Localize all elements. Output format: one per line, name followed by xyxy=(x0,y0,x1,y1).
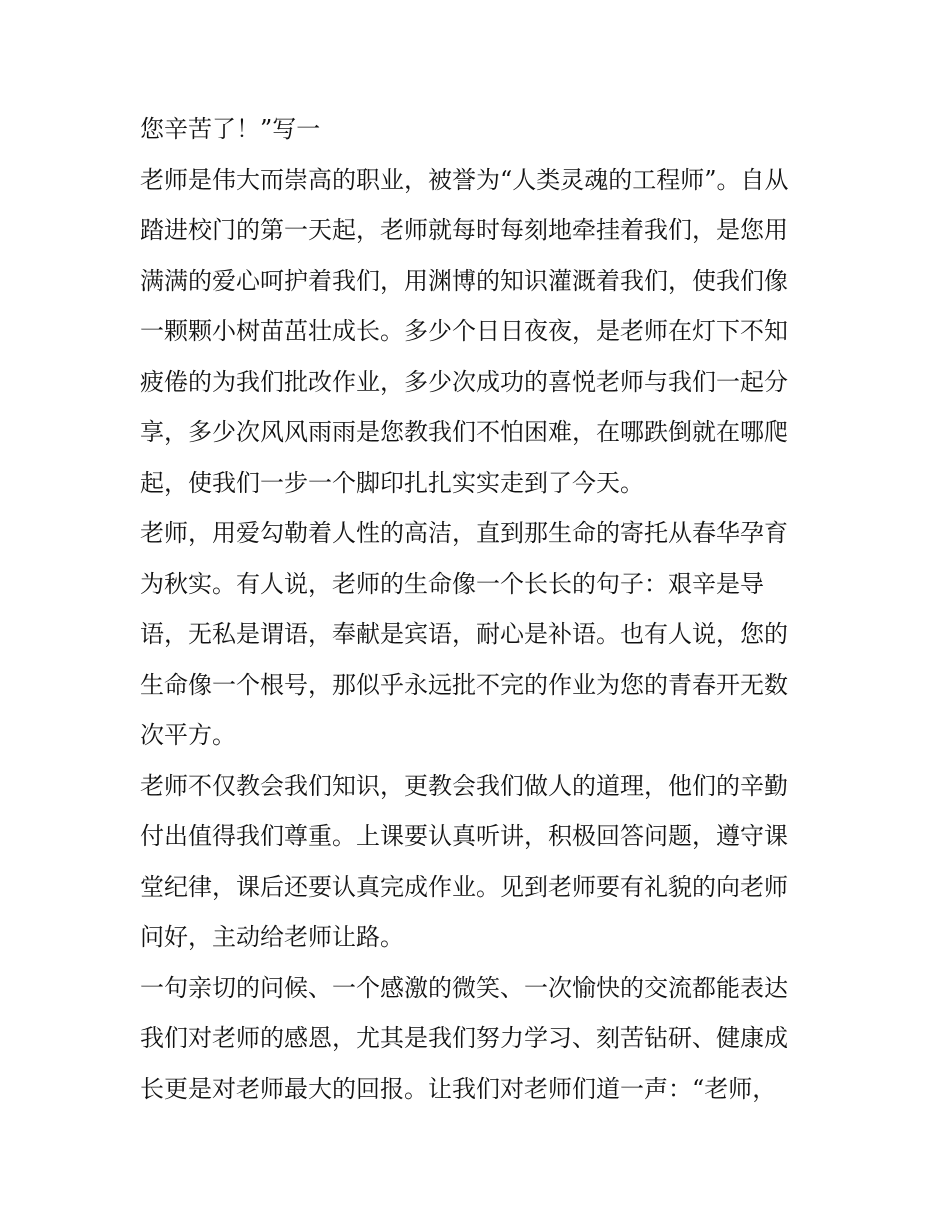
text-line: 次平方。 xyxy=(140,721,236,749)
text-line: 老师不仅教会我们知识，更教会我们做人的道理，他们的辛勤 xyxy=(140,771,788,800)
text-line: 一颗颗小树苗茁壮成长。多少个日日夜夜，是老师在灯下不知 xyxy=(140,317,788,345)
text-line: 满满的爱心呵护着我们，用渊博的知识灌溉着我们，使我们像 xyxy=(140,266,788,295)
text-line: 为秋实。有人说，老师的生命像一个长长的句子：艰辛是导 xyxy=(140,569,764,598)
text-line: 语，无私是谓语，奉献是宾语，耐心是补语。也有人说，您的 xyxy=(140,620,788,648)
text-line: 付出值得我们尊重。上课要认真听讲，积极回答问题，遵守课 xyxy=(140,822,788,850)
text-line: 生命像一个根号，那似乎永远批不完的作业为您的青春开无数 xyxy=(140,670,788,699)
text-line: 我们对老师的感恩，尤其是我们努力学习、刻苦钻研、健康成 xyxy=(140,1024,788,1052)
text-line: 老师是伟大而崇高的职业，被誉为“人类灵魂的工程师”。自从 xyxy=(140,165,789,194)
text-line: 疲倦的为我们批改作业，多少次成功的喜悦老师与我们一起分 xyxy=(140,367,788,396)
text-line: 您辛苦了！”写一 xyxy=(140,115,321,143)
document-body xyxy=(140,104,820,1114)
text-line: 起，使我们一步一个脚印扎扎实实走到了今天。 xyxy=(140,468,644,497)
text-line: 长更是对老师最大的回报。让我们对老师们道一声：“老师， xyxy=(140,1074,777,1103)
text-line: 享，多少次风风雨雨是您教我们不怕困难，在哪跌倒就在哪爬 xyxy=(140,418,788,446)
text-line: 一句亲切的问候、一个感激的微笑、一次愉快的交流都能表达 xyxy=(140,973,788,1002)
text-line: 踏进校门的第一天起，老师就每时每刻地牵挂着我们，是您用 xyxy=(140,216,788,244)
text-line: 问好，主动给老师让路。 xyxy=(140,923,404,951)
text-line: 老师，用爱勾勒着人性的高洁，直到那生命的寄托从春华孕育 xyxy=(140,519,788,547)
text-line: 堂纪律，课后还要认真完成作业。见到老师要有礼貌的向老师 xyxy=(140,872,788,901)
